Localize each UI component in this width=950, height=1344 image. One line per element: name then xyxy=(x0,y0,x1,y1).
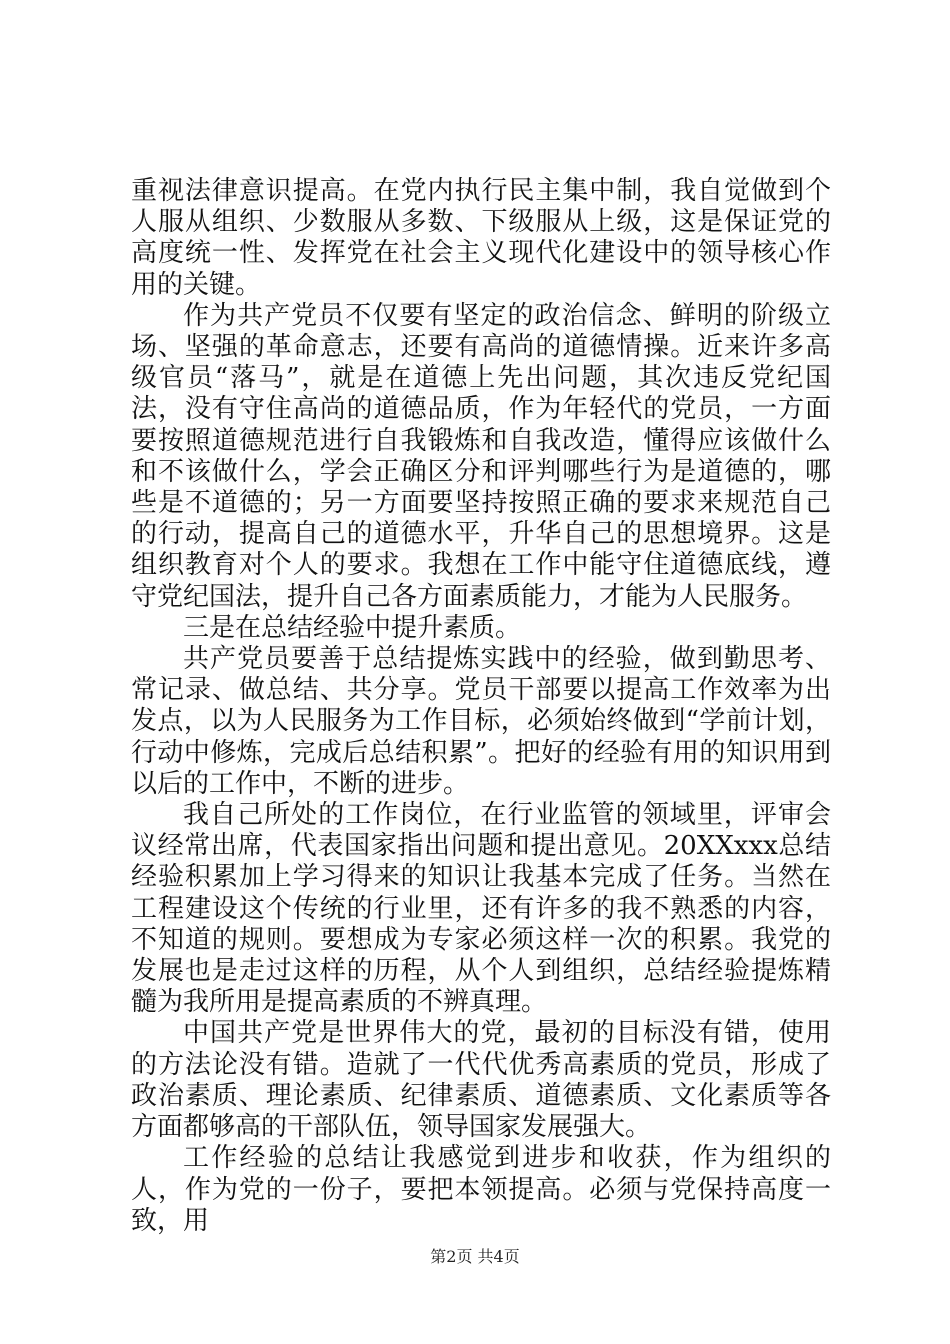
paragraph: 我自己所处的工作岗位，在行业监管的领域里，评审会议经常出席，代表国家指出问题和提出意见。20XXxxx总结经验积累加上学习得来的知识让我基本完成了任务。当然在工程建设这个传统的行业里，还有许多的我不熟悉的内容，不知道的规则。要想成为专家必须这样一次的积累。我党的发展也是走过这样的历程，从个人到组织，总结经验提炼精髓为我所用是提高素质的不辨真理。 xyxy=(131,800,831,1018)
paragraph: 共产党员要善于总结提炼实践中的经验，做到勤思考、常记录、做总结、共分享。党员干部要以提高工作效率为出发点，以为人民服务为工作目标，必须始终做到“学前计划，行动中修炼，完成后总结积累”。把好的经验有用的知识用到以后的工作中，不断的进步。 xyxy=(131,644,831,799)
paragraph: 重视法律意识提高。在党内执行民主集中制，我自觉做到个人服从组织、少数服从多数、下级服从上级，这是保证党的高度统一性、发挥党在社会主义现代化建设中的领导核心作用的关键。 xyxy=(131,176,831,300)
paragraph: 工作经验的总结让我感觉到进步和收获，作为组织的人，作为党的一份子，要把本领提高。必须与党保持高度一致，用 xyxy=(131,1143,831,1236)
paragraph: 作为共产党员不仅要有坚定的政治信念、鲜明的阶级立场、坚强的革命意志，还要有高尚的道德情操。近来许多高级官员“落马”，就是在道德上先出问题，其次违反党纪国法，没有守住高尚的道德品质，作为年轻代的党员，一方面要按照道德规范进行自我锻炼和自我改造，懂得应该做什么和不该做什么，学会正确区分和评判哪些行为是道德的，哪些是不道德的；另一方面要坚持按照正确的要求来规范自己的行动，提高自己的道德水平，升华自己的思想境界。这是组织教育对个人的要求。我想在工作中能守住道德底线，遵守党纪国法，提升自己各方面素质能力，才能为人民服务。 xyxy=(131,300,831,612)
page-number: 第2页 共4页 xyxy=(430,1247,520,1266)
paragraph-heading: 三是在总结经验中提升素质。 xyxy=(183,612,522,643)
page-footer xyxy=(0,1244,950,1267)
document-body xyxy=(131,176,831,1237)
paragraph: 中国共产党是世界伟大的党，最初的目标没有错，使用的方法论没有错。造就了一代代优秀高素质的党员，形成了政治素质、理论素质、纪律素质、道德素质、文化素质等各方面都够高的干部队伍，领导国家发展强大。 xyxy=(131,1018,831,1143)
